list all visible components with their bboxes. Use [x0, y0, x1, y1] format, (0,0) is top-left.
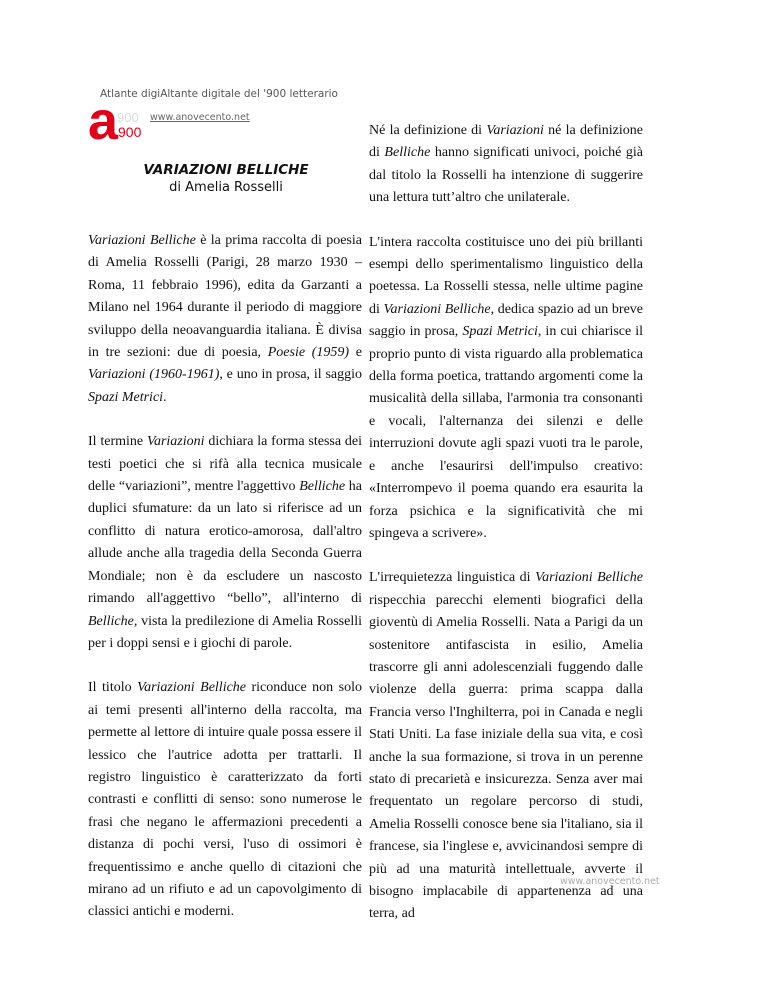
- text-run: è la prima raccolta di poesia di Amelia Rosselli (Parigi, 28 marzo 1930 – Roma, 11 febbraio 1996), edita da Garzanti a Milano nel 1964 durante il periodo di maggiore sviluppo della neoavanguardia italiana. È divisa in tre sezioni: due di poesia,: [88, 233, 362, 361]
- text-run: vista la predilezione di Amelia Rosselli per i doppi sensi e i giochi di parole.: [88, 613, 362, 651]
- text-run: hanno significati univoci, poiché già dal titolo la Rosselli ha intenzione di suggerire una lettura tutt’altro che unilaterale.: [369, 145, 644, 206]
- text-run: né la definizione di: [369, 123, 643, 161]
- italic-run: Variazioni (1960-1961): [88, 367, 220, 383]
- italic-run: Belliche,: [88, 613, 138, 629]
- italic-run: Poesie (1959): [267, 345, 350, 361]
- text-run: Né la definizione di: [369, 123, 487, 138]
- italic-run: Variazioni: [486, 123, 544, 138]
- text-run: , dedica spazio ad un breve saggio in prosa,: [369, 301, 644, 340]
- text-run: , in cui chiarisce il proprio punto di vista riguardo alla problematica della forma poetica, trattando argomenti come la musicalità della sillaba, l'armonia tra consonanti e vocali, l'alternanza dei silenzi e delle interruzioni dovute agli spazi vuoti tra le parole, e anche l'esaurirsi dell'impulso creativo: «Interrompevo il poema quando era esaurita la forza psichica e la significatività che mi spingeva a scrivere».: [369, 324, 644, 541]
- text-run: L'irrequietezza linguistica di: [369, 570, 536, 586]
- paragraph: [88, 431, 362, 655]
- right-column: [369, 120, 643, 948]
- paragraph: [369, 120, 643, 210]
- text-run: Il titolo: [88, 680, 138, 696]
- text-run: dichiara la forma stessa dei testi poetici che si rifà alla tecnica musicale delle “variazioni”, mentre l'aggettivo: [88, 434, 362, 495]
- paragraph: [88, 230, 362, 409]
- italic-run: Variazioni Belliche: [383, 301, 491, 317]
- italic-run: Variazioni Belliche: [88, 233, 196, 248]
- document-title: VARIAZIONI BELLICHE: [143, 162, 309, 178]
- italic-run: Spazi Metrici: [462, 324, 538, 340]
- paragraph: [369, 232, 643, 546]
- italic-run: Belliche: [384, 145, 431, 161]
- text-run: e: [349, 345, 362, 361]
- text-run: rispecchia parecchi elementi biografici della gioventù di Amelia Rosselli. Nata a Parigi da un sostenitore antifascista in esilio, Amelia trascorre gli anni adolescenziali fuggendo dalle violenze della guerra: prima scappa dalla Francia verso l'Inghilterra, poi in Canada e negli Stati Uniti. La fase iniziale della sua vita, e così anche la sua formazione, si trova in un perenne stato di precarietà e insicurezza. Senza aver mai frequentato un regolare percorso di studi, Amelia Rosselli conosce bene sia l'italiano, sia il francese, sia l'inglese e, avvicinandosi sempre di più ad una maturità intellettuale, avverte il bisogno implacabile di appartenenza ad una terra, ad: [369, 592, 643, 922]
- logo-letter: a: [88, 91, 119, 151]
- italic-run: Belliche: [299, 479, 346, 495]
- left-column: [88, 230, 362, 946]
- logo-nines: 900: [117, 110, 139, 125]
- header-tagline: Atlante digiAltante digitale del '900 letterario: [100, 88, 338, 100]
- paragraph: [88, 677, 362, 923]
- italic-run: Variazioni: [146, 434, 205, 450]
- document-author: di Amelia Rosselli: [169, 180, 283, 195]
- text-run: riconduce non solo ai temi presenti all'interno della raccolta, ma permette al lettore di intuire quale possa essere il lessico che l'autrice adotta per trattarli. Il registro linguistico è caratterizzato da forti contrasti e conflitti di senso: sono numerose le frasi che negano le affermazioni precedenti a distanza di pochi versi, l'uso di ossimori è frequentissimo e anche quello di citazioni che mirano ad un rifiuto e ad un capovolgimento di classici antichi e moderni.: [88, 680, 362, 920]
- italic-run: Spazi Metrici: [88, 389, 164, 405]
- italic-run: Variazioni Belliche: [535, 570, 643, 586]
- logo-number: 900: [118, 124, 142, 140]
- text-run: , e uno in prosa, il saggio: [219, 367, 362, 383]
- text-run: Il termine: [88, 434, 147, 450]
- footer-url: www.anovecento.net: [560, 876, 660, 887]
- text-run: ha duplici sfumature: da un lato si riferisce ad un conflitto di natura erotico-amorosa, dall'altro allude anche alla tragedia della Seconda Guerra Mondiale; non è da escludere un nascosto rimando all'aggettivo “bello”, all'interno di: [88, 479, 362, 607]
- site-url-link[interactable]: www.anovecento.net: [150, 112, 250, 123]
- text-run: .: [163, 389, 167, 405]
- italic-run: Variazioni Belliche: [137, 680, 247, 696]
- paragraph: [369, 567, 643, 926]
- text-run: L'intera raccolta costituisce uno dei più brillanti esempi dello sperimentalismo linguistico della poetessa. La Rosselli stessa, nelle ultime pagine di: [369, 234, 643, 317]
